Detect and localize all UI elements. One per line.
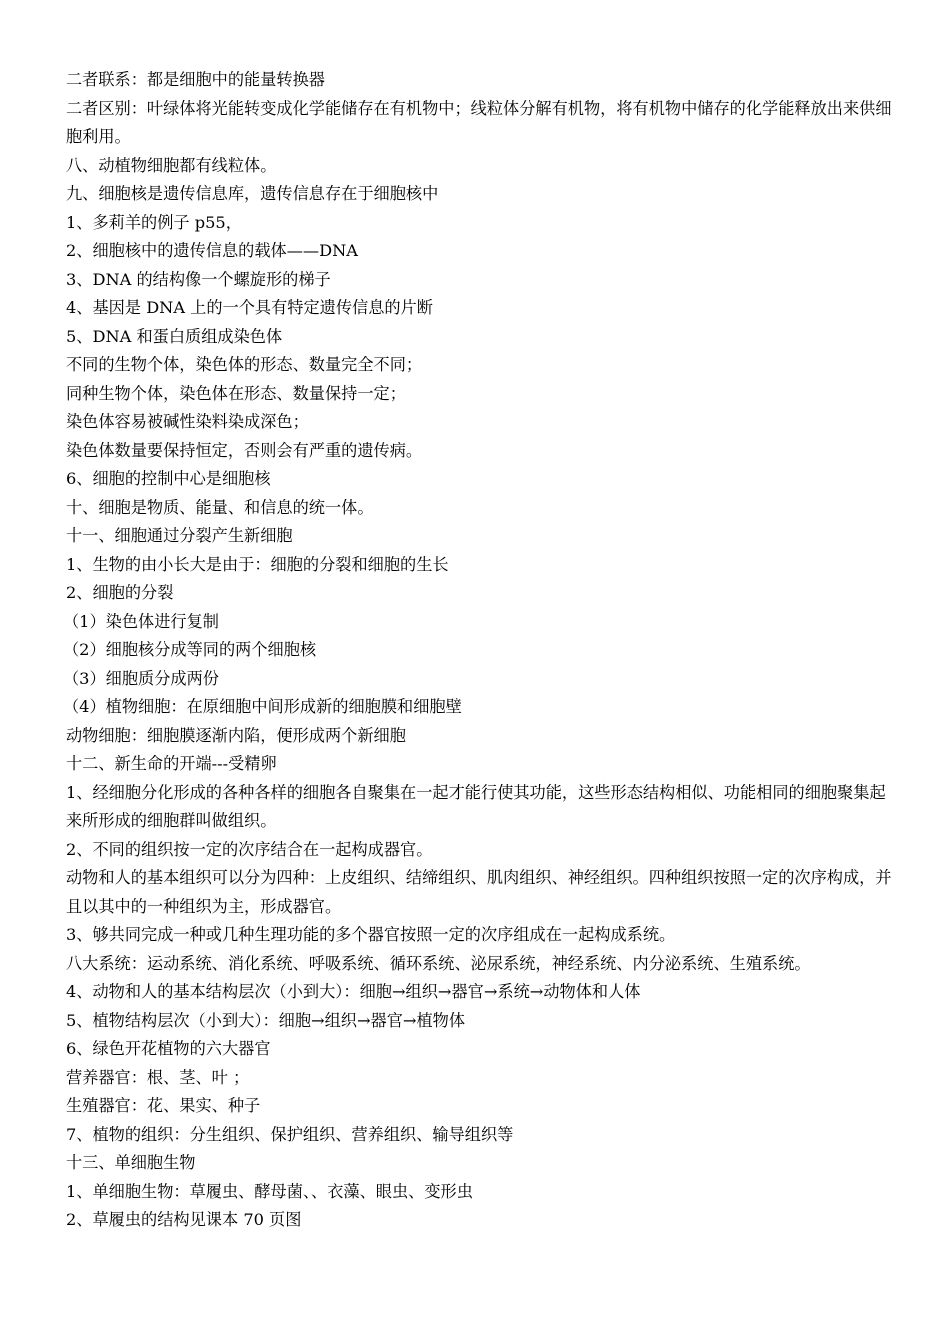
text-paragraph: 八大系统：运动系统、消化系统、呼吸系统、循环系统、泌尿系统，神经系统、内分泌系统、生殖系统。 [66, 953, 811, 973]
text-paragraph: 1、经细胞分化形成的各种各样的细胞各自聚集在一起才能行使其功能，这些形态结构相似、功能相同的细胞聚集起来所形成的细胞群叫做组织。 [66, 782, 886, 830]
section-heading: 八、动植物细胞都有线粒体。 [66, 155, 277, 175]
list-item: 1、单细胞生物：草履虫、酵母菌、、衣藻、眼虫、变形虫 [66, 1181, 473, 1201]
list-item: 7、植物的组织：分生组织、保护组织、营养组织、输导组织等 [66, 1124, 514, 1144]
list-item: 2、细胞的分裂 [66, 583, 174, 602]
list-item: 6、绿色开花植物的六大器官 [66, 1039, 271, 1058]
text-paragraph: 二者区别：叶绿体将光能转变成化学能储存在有机物中；线粒体分解有机物，将有机物中储存的化学能释放出来供细胞利用。 [66, 98, 892, 146]
list-item: 3、DNA 的结构像一个螺旋形的梯子 [66, 269, 331, 289]
list-item: 2、草履虫的结构见课本 70 页图 [66, 1210, 302, 1229]
text-paragraph: 动物和人的基本组织可以分为四种：上皮组织、结缔组织、肌肉组织、神经组织。四种组织按照一定的次序构成，并且以其中的一种组织为主，形成器官。 [66, 868, 892, 916]
text-line: 二者联系：都是细胞中的能量转换器 [66, 70, 325, 89]
section-heading: 九、细胞核是遗传信息库，遗传信息存在于细胞核中 [66, 184, 439, 203]
list-item: 1、生物的由小长大是由于：细胞的分裂和细胞的生长 [66, 554, 449, 574]
list-item: 6、细胞的控制中心是细胞核 [66, 469, 271, 488]
text-line: 不同的生物个体，染色体的形态、数量完全不同； [66, 355, 423, 374]
sub-list-item: （1）染色体进行复制 [63, 611, 219, 631]
section-heading: 十一、细胞通过分裂产生新细胞 [66, 526, 293, 545]
section-heading: 十、细胞是物质、能量、和信息的统一体。 [66, 497, 374, 517]
list-item: 3、够共同完成一种或几种生理功能的多个器官按照一定的次序组成在一起构成系统。 [66, 925, 676, 944]
list-item: 4、动物和人的基本结构层次（小到大）：细胞→组织→器官→系统→动物体和人体 [66, 982, 641, 1001]
text-line: 染色体数量要保持恒定，否则会有严重的遗传病。 [66, 440, 423, 460]
text-line: 营养器官：根、茎、叶 ； [66, 1067, 250, 1087]
list-item: 5、DNA 和蛋白质组成染色体 [66, 326, 283, 346]
sub-list-item: （2）细胞核分成等同的两个细胞核 [63, 640, 317, 659]
text-line: 生殖器官：花、果实、种子 [66, 1096, 261, 1115]
list-item: 4、基因是 DNA 上的一个具有特定遗传信息的片断 [66, 298, 433, 317]
list-item: 2、不同的组织按一定的次序结合在一起构成器官。 [66, 839, 433, 859]
section-heading: 十二、新生命的开端---受精卵 [66, 754, 277, 773]
text-line: 动物细胞：细胞膜逐渐内陷，便形成两个新细胞 [66, 725, 406, 745]
sub-list-item: （4）植物细胞：在原细胞中间形成新的细胞膜和细胞壁 [63, 697, 462, 716]
section-heading: 十三、单细胞生物 [66, 1153, 196, 1172]
list-item: 1、多莉羊的例子 p55， [66, 212, 242, 232]
text-line: 同种生物个体，染色体在形态、数量保持一定； [66, 383, 406, 403]
list-item: 5、植物结构层次（小到大）：细胞→组织→器官→植物体 [66, 1010, 466, 1030]
sub-list-item: （3）细胞质分成两份 [63, 668, 219, 688]
list-item: 2、细胞核中的遗传信息的载体——DNA [66, 241, 358, 260]
text-line: 染色体容易被碱性染料染成深色； [66, 412, 309, 431]
document-body [63, 66, 896, 1235]
